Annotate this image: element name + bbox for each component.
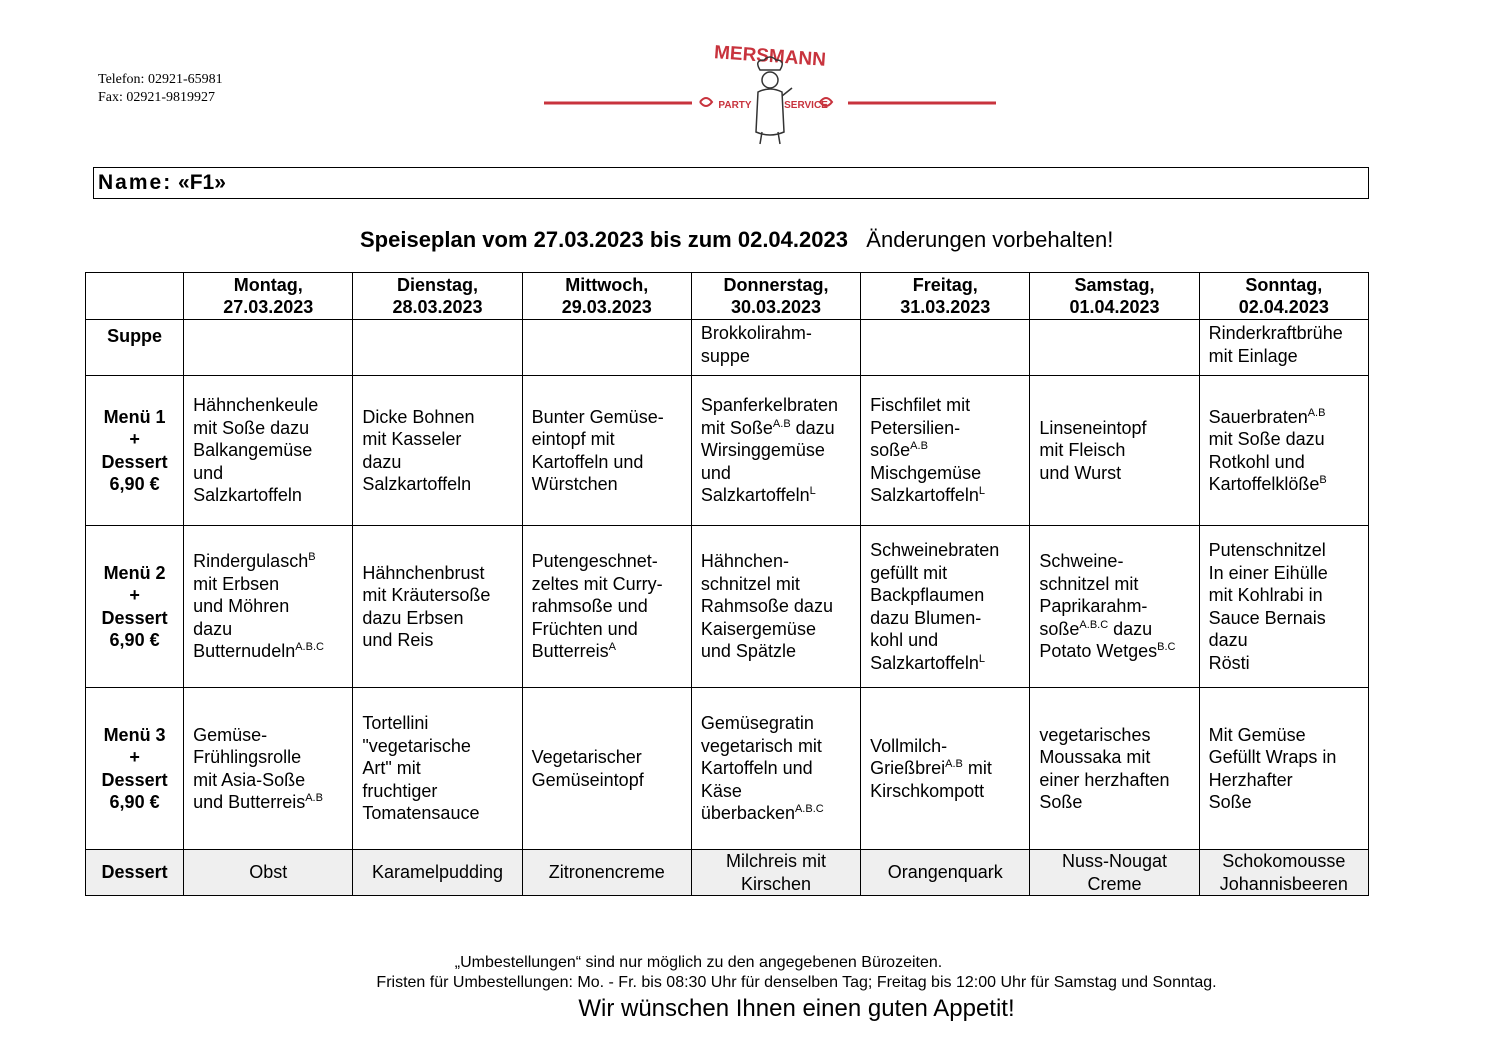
menu2-row (86, 526, 1369, 688)
menu-cell: Putenschnitzel In einer Eihülle mit Kohlrabi in Sauce Bernais dazu Rösti (1199, 526, 1368, 688)
day-header: Freitag, 31.03.2023 (861, 273, 1030, 320)
logo-brand: MERSMANN (713, 42, 827, 71)
menu-cell: vegetarisches Moussaka mit einer herzhaften Soße (1030, 688, 1199, 850)
menu-cell: Tortellini "vegetarische Art" mit fruchtiger Tomatensauce (353, 688, 522, 850)
dessert-cell: Nuss-Nougat Creme (1030, 850, 1199, 896)
dessert-cell: Karamelpudding (353, 850, 522, 896)
menu-cell: Dicke Bohnen mit Kasseler dazu Salzkartoffeln (353, 376, 522, 526)
mersmann-logo (540, 36, 1000, 148)
dessert-row (86, 850, 1369, 896)
row-label-menu1: Menü 1 + Dessert 6,90 € (86, 376, 184, 526)
contact-info (98, 71, 223, 107)
footer-deadlines: Fristen für Umbestellungen: Mo. - Fr. bis 08:30 Uhr für denselben Tag; Freitag bis 12:00 Uhr für Samstag und Sonntag. (376, 974, 1217, 991)
row-label-menu3: Menü 3 + Dessert 6,90 € (86, 688, 184, 850)
menu-cell: Sauerbraten$^{A.B}$ mit Soße dazu Rotkohl und Kartoffelklöße$^B$ (1199, 376, 1368, 526)
menu-cell: Rindergulasch$^B$ mit Erbsen und Möhren dazu Butternudeln$^{A.B.C}$ (184, 526, 353, 688)
menu-cell: Vollmilch- Grießbrei$^{A.B}$ mit Kirschkompott (861, 688, 1030, 850)
name-value: «F1» (178, 171, 226, 194)
header-row (86, 273, 1369, 320)
name-box (93, 167, 1369, 199)
menu-cell (522, 320, 691, 376)
day-header: Sonntag, 02.04.2023 (1199, 273, 1368, 320)
corner-cell (86, 273, 184, 320)
fax-number: Fax: 02921-9819927 (98, 90, 216, 105)
menu-cell: Gemüsegratin vegetarisch mit Kartoffeln und Käse überbacken$^{A.B.C}$ (691, 688, 860, 850)
footer-reorder-note: „Umbestellungen“ sind nur möglich zu den angegebenen Bürozeiten. (454, 954, 943, 971)
menu-cell: Rinderkraftbrühe mit Einlage (1199, 320, 1368, 376)
menu-cell: Mit Gemüse Gefüllt Wraps in Herzhafter Soße (1199, 688, 1368, 850)
title-note: Änderungen vorbehalten! (866, 227, 1114, 252)
title-main: Speiseplan vom 27.03.2023 bis zum 02.04.2023 (360, 227, 848, 252)
menu-cell: Brokkolirahm- suppe (691, 320, 860, 376)
dessert-cell: Milchreis mit Kirschen (691, 850, 860, 896)
day-header: Montag, 27.03.2023 (184, 273, 353, 320)
menu-cell: Linseneintopf mit Fleisch und Wurst (1030, 376, 1199, 526)
menu3-row (86, 688, 1369, 850)
row-label-menu2: Menü 2 + Dessert 6,90 € (86, 526, 184, 688)
menu-cell: Putengeschnet- zeltes mit Curry- rahmsoße und Früchten und Butterreis$^A$ (522, 526, 691, 688)
menu-cell: Fischfilet mit Petersilien- soße$^{A.B}$ Mischgemüse Salzkartoffeln$^L$ (861, 376, 1030, 526)
day-header: Dienstag, 28.03.2023 (353, 273, 522, 320)
logo-service: SERVICE (784, 100, 828, 111)
dessert-cell: Orangenquark (861, 850, 1030, 896)
menu-cell: Bunter Gemüse- eintopf mit Kartoffeln und Würstchen (522, 376, 691, 526)
row-label-dessert: Dessert (86, 850, 184, 896)
day-header: Donnerstag, 30.03.2023 (691, 273, 860, 320)
menu-cell (184, 320, 353, 376)
menu-cell: Hähnchenbrust mit Kräutersoße dazu Erbsen und Reis (353, 526, 522, 688)
logo-party: PARTY (718, 100, 752, 111)
menu-table (85, 272, 1369, 896)
menu-cell: Hähnchenkeule mit Soße dazu Balkangemüse und Salzkartoffeln (184, 376, 353, 526)
footer-greeting: Wir wünschen Ihnen einen guten Appetit! (578, 995, 1015, 1022)
phone-number: Telefon: 02921-65981 (98, 72, 223, 87)
day-header: Samstag, 01.04.2023 (1030, 273, 1199, 320)
menu-cell: Gemüse- Frühlingsrolle mit Asia-Soße und Butterreis$^{A.B}$ (184, 688, 353, 850)
menu-cell (861, 320, 1030, 376)
day-header: Mittwoch, 29.03.2023 (522, 273, 691, 320)
menu-cell: Vegetarischer Gemüseintopf (522, 688, 691, 850)
dessert-cell: Schokomousse Johannisbeeren (1199, 850, 1368, 896)
dessert-cell: Obst (184, 850, 353, 896)
row-label-suppe: Suppe (86, 320, 184, 376)
menu-cell (1030, 320, 1199, 376)
menu1-row (86, 376, 1369, 526)
dessert-cell: Zitronencreme (522, 850, 691, 896)
menu-cell: Schweinebraten gefüllt mit Backpflaumen dazu Blumen- kohl und Salzkartoffeln$^L$ (861, 526, 1030, 688)
menu-cell: Schweine- schnitzel mit Paprikarahm- soße$^{A.B.C}$ dazu Potato Wetges$^{B.C}$ (1030, 526, 1199, 688)
menu-cell: Hähnchen- schnitzel mit Rahmsoße dazu Kaisergemüse und Spätzle (691, 526, 860, 688)
name-label: Name: (98, 171, 173, 194)
page-title (360, 226, 1113, 254)
menu-cell (353, 320, 522, 376)
menu-cell: Spanferkelbraten mit Soße$^{A.B}$ dazu Wirsinggemüse und Salzkartoffeln$^L$ (691, 376, 860, 526)
suppe-row (86, 320, 1369, 376)
